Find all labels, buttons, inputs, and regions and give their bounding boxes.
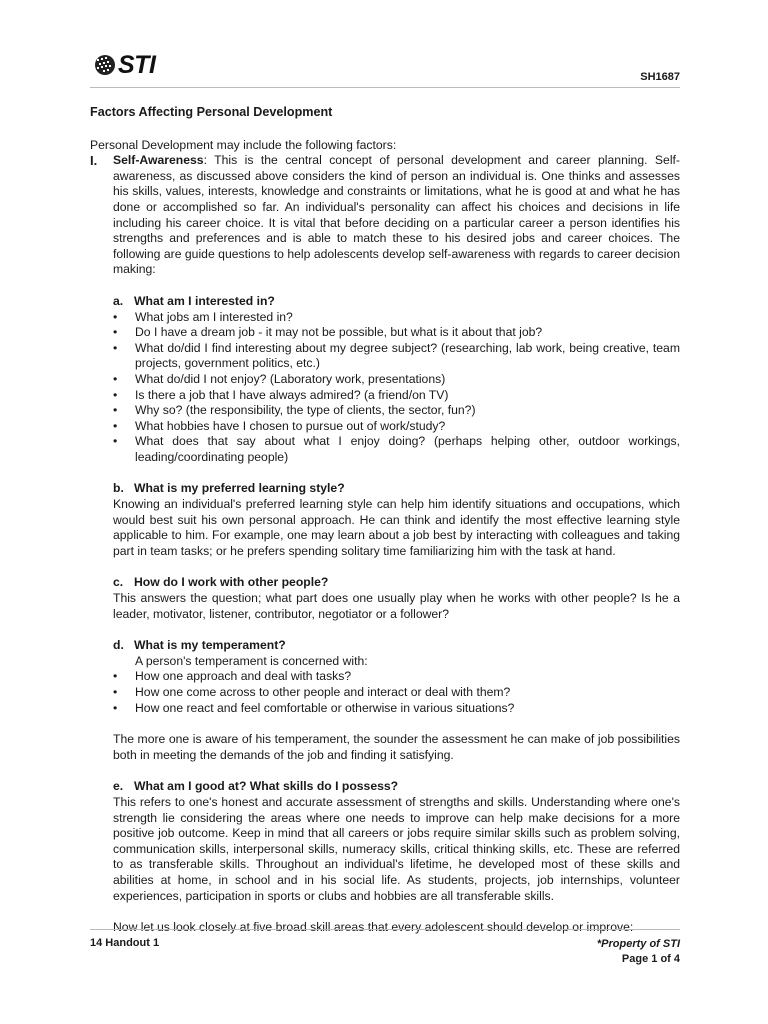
- subsection-e: [113, 779, 680, 935]
- bullet-list: [113, 669, 680, 716]
- sti-logo: [94, 50, 155, 80]
- subsection-heading: d. What is my temperament?: [113, 638, 286, 653]
- intro-text: Personal Development may include the following factors:: [90, 137, 397, 152]
- logo-text: STI: [118, 51, 156, 79]
- list-item: • How one react and feel comfortable or otherwise in various situations?: [113, 700, 515, 715]
- section-self-awareness: [90, 153, 680, 278]
- footer-divider: [90, 929, 680, 930]
- subsection-text: The more one is aware of his temperament, the sounder the assessment he can make of job possibilities both in meeting the demands of the job and finding it satisfying.: [113, 732, 680, 762]
- subsection-a: [113, 294, 680, 466]
- globe-icon: [94, 54, 116, 76]
- footer-handout-label: 14 Handout 1: [90, 937, 160, 949]
- page-number: Page 1 of 4: [621, 953, 680, 965]
- footer-property: *Property of STI: [596, 938, 680, 950]
- footer-right: [597, 937, 680, 967]
- section-paragraph: [113, 153, 680, 278]
- subsection-lead: A person's temperament is concerned with:: [135, 653, 368, 668]
- list-item: • What does that say about what I enjoy doing? (perhaps helping other, outdoor workings, leading/coordinating people): [113, 434, 680, 464]
- list-item: • What do/did I not enjoy? (Laboratory work, presentations): [113, 371, 446, 386]
- subsection-d: [113, 638, 680, 763]
- bullet-list: [113, 310, 680, 466]
- list-item: • What jobs am I interested in?: [113, 309, 293, 324]
- subsection-heading: e. What am I good at? What skills do I possess?: [113, 779, 399, 794]
- document-code: SH1687: [640, 71, 680, 83]
- section-numeral: I.: [90, 153, 98, 169]
- subsection-text: This refers to one's honest and accurate assessment of strengths and skills. Understanding where one's strength lie considering the areas where one needs to improve can help make decisions for a more positive job outcome. Keep in mind that all careers or jobs require similar skills such as problem solving, communication skills, interpersonal skills, numeracy skills, critical thinking skills, etc. These are referred to as transferable skills. Throughout an individual's lifetime, he developed most of these skills and abilities at home, in school and in his social life. As students, projects, job internships, volunteer experiences, participation in sports or clubs and hobbies are all transferable skills.: [113, 794, 680, 903]
- subsection-b: [113, 481, 680, 559]
- list-item: • Is there a job that I have always admired? (a friend/on TV): [113, 387, 449, 402]
- subsection-heading: a. What am I interested in?: [113, 293, 275, 308]
- document-body: [90, 105, 680, 936]
- subsection-heading: b. What is my preferred learning style?: [113, 481, 345, 496]
- header-divider: [90, 87, 680, 88]
- list-item: • What hobbies have I chosen to pursue out of work/study?: [113, 418, 446, 433]
- closing-text: Now let us look closely at five broad skill areas that every adolescent should develop or improve:: [113, 920, 634, 935]
- subsection-c: [113, 575, 680, 622]
- subsection-text: This answers the question; what part does one usually play when he works with other people? Is he a leader, motivator, listener, contributor, negotiator or a follower?: [113, 591, 680, 621]
- list-item: • How one come across to other people and interact or deal with them?: [113, 685, 511, 699]
- page-title: Factors Affecting Personal Development: [90, 105, 333, 119]
- list-item: • Why so? (the responsibility, the type of clients, the sector, fun?): [113, 403, 476, 418]
- list-item: • Do I have a dream job - it may not be possible, but what is it about that job?: [113, 325, 543, 340]
- list-item: • How one approach and deal with tasks?: [113, 669, 352, 684]
- subsection-heading: c. How do I work with other people?: [113, 575, 329, 590]
- section-text: : This is the central concept of personal development and career planning. Self-awareness, as discussed above considers the kind of person an individual is. One thinks and assesses his skills, values, interests, knowledge and constraints or limitations, what he is good at and what he has done or accomplished so far. An individual's personality can affect his choices and decisions in life including his career choice. It is vital that before deciding on a particular career a person identifies his strengths and preferences and is able to match these to his desired jobs and career choices. The following are guide questions to help adolescents develop self-awareness with regards to career decision making:: [113, 153, 680, 277]
- section-term: Self-Awareness: [113, 153, 204, 168]
- subsection-text: Knowing an individual's preferred learning style can help him identify situations and occupations, which would best suit his own personal approach. He can think and identify the most effective learning style applicable to him. For example, one may learn about a job best by interacting with colleagues and taking part in team tasks; or he prefers spending solitary time familiarizing him with the task at hand.: [113, 497, 680, 558]
- list-item: • What do/did I find interesting about my degree subject? (researching, lab work, being creative, team projects, government politics, etc.): [113, 340, 680, 371]
